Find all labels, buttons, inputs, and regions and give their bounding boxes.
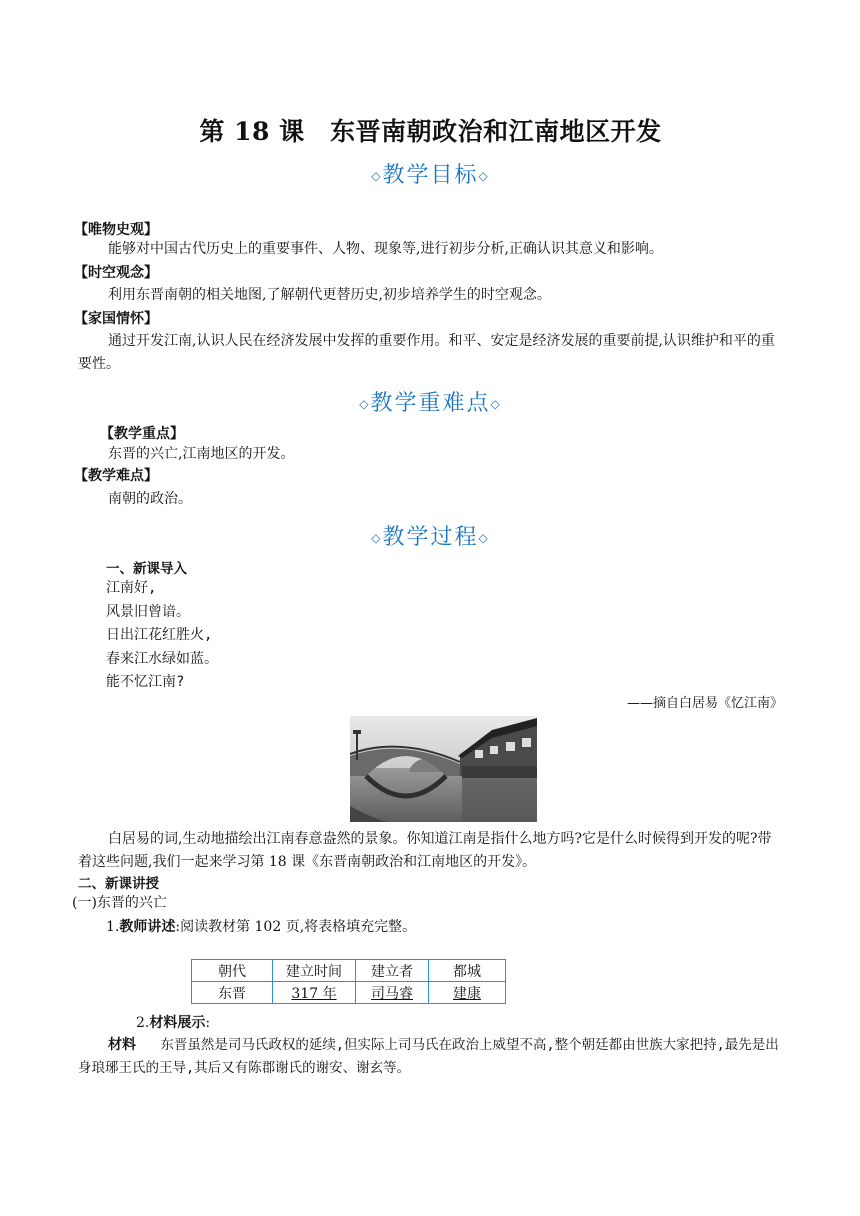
spacetime-text: 利用东晋南朝的相关地图,了解朝代更替历史,初步培养学生的时空观念。 <box>108 287 551 303</box>
step-2: 2.材料展示: <box>136 1015 211 1031</box>
diamond-icon: ◇ <box>490 397 502 411</box>
spacetime-label: 【时空观念】 <box>74 265 158 281</box>
materialism-label: 【唯物史观】 <box>74 222 158 238</box>
difficult-label: 【教学难点】 <box>74 468 158 484</box>
intro-paragraph: 白居易的词,生动地描绘出江南春意盎然的景象。你知道江南是指什么地方吗?它是什么时候得到开发的呢?带着这些问题,我们一起来学习第 18 课《东晋南朝政治和江南地区的开发》。 <box>78 831 772 870</box>
table-row <box>192 982 506 1004</box>
diamond-icon: ◇ <box>371 169 383 183</box>
table-header: 建立者 <box>356 960 429 982</box>
intro-heading: 一、新课导入 <box>106 561 187 577</box>
table-cell: 司马睿 <box>356 982 429 1004</box>
homeland-label: 【家国情怀】 <box>74 311 158 327</box>
table-cell: 317 年 <box>273 982 356 1004</box>
table-cell: 东晋 <box>192 982 273 1004</box>
jiangnan-bridge-photo <box>350 716 537 822</box>
poem-source: ——摘自白居易《忆江南》 <box>626 696 783 711</box>
poem-line: 春来江水绿如蓝。 <box>106 650 218 667</box>
lesson-title: 第 18 课 东晋南朝政治和江南地区开发 <box>199 117 662 146</box>
poem-line: 风景旧曾谙。 <box>106 603 190 620</box>
diamond-icon: ◇ <box>478 169 490 183</box>
homeland-text: 通过开发江南,认识人民在经济发展中发挥的重要作用。和平、安定是经济发展的重要前提,认识维护和平的重要性。 <box>78 333 775 372</box>
step-1: 1.教师讲述:阅读教材第 102 页,将表格填充完整。 <box>106 919 417 935</box>
diamond-icon: ◇ <box>359 397 371 411</box>
key-text: 东晋的兴亡,江南地区的开发。 <box>108 446 295 462</box>
table-header: 朝代 <box>192 960 273 982</box>
lecture-heading: 二、新课讲授 <box>78 876 159 892</box>
section-key-difficult: ◇教学重难点◇ <box>359 391 502 416</box>
poem-line: 能不忆江南? <box>106 674 185 690</box>
table-cell: 建康 <box>429 982 506 1004</box>
key-label: 【教学重点】 <box>100 426 184 442</box>
materialism-text: 能够对中国古代历史上的重要事件、人物、现象等,进行初步分析,正确认识其意义和影响。 <box>108 241 663 257</box>
table-header: 都城 <box>429 960 506 982</box>
section-objectives: ◇教学目标◇ <box>371 163 490 188</box>
material-paragraph: 材料 东晋虽然是司马氏政权的延续,但实际上司马氏在政治上威望不高,整个朝廷都由世族大家把持,最先是出身琅琊王氏的王导,其后又有陈郡谢氏的谢安、谢玄等。 <box>78 1037 779 1076</box>
table-header: 建立时间 <box>273 960 356 982</box>
material-label: 材料 <box>108 1037 136 1053</box>
dynasty-table <box>191 959 506 1004</box>
table-header-row <box>192 960 506 982</box>
diamond-icon: ◇ <box>478 531 490 545</box>
diamond-icon: ◇ <box>371 531 383 545</box>
section-process: ◇教学过程◇ <box>371 525 490 550</box>
poem-line: 江南好, <box>106 580 157 596</box>
subsection-1: (一)东晋的兴亡 <box>72 895 167 911</box>
difficult-text: 南朝的政治。 <box>108 491 192 507</box>
poem-line: 日出江花红胜火, <box>106 627 213 643</box>
poem <box>106 577 218 695</box>
